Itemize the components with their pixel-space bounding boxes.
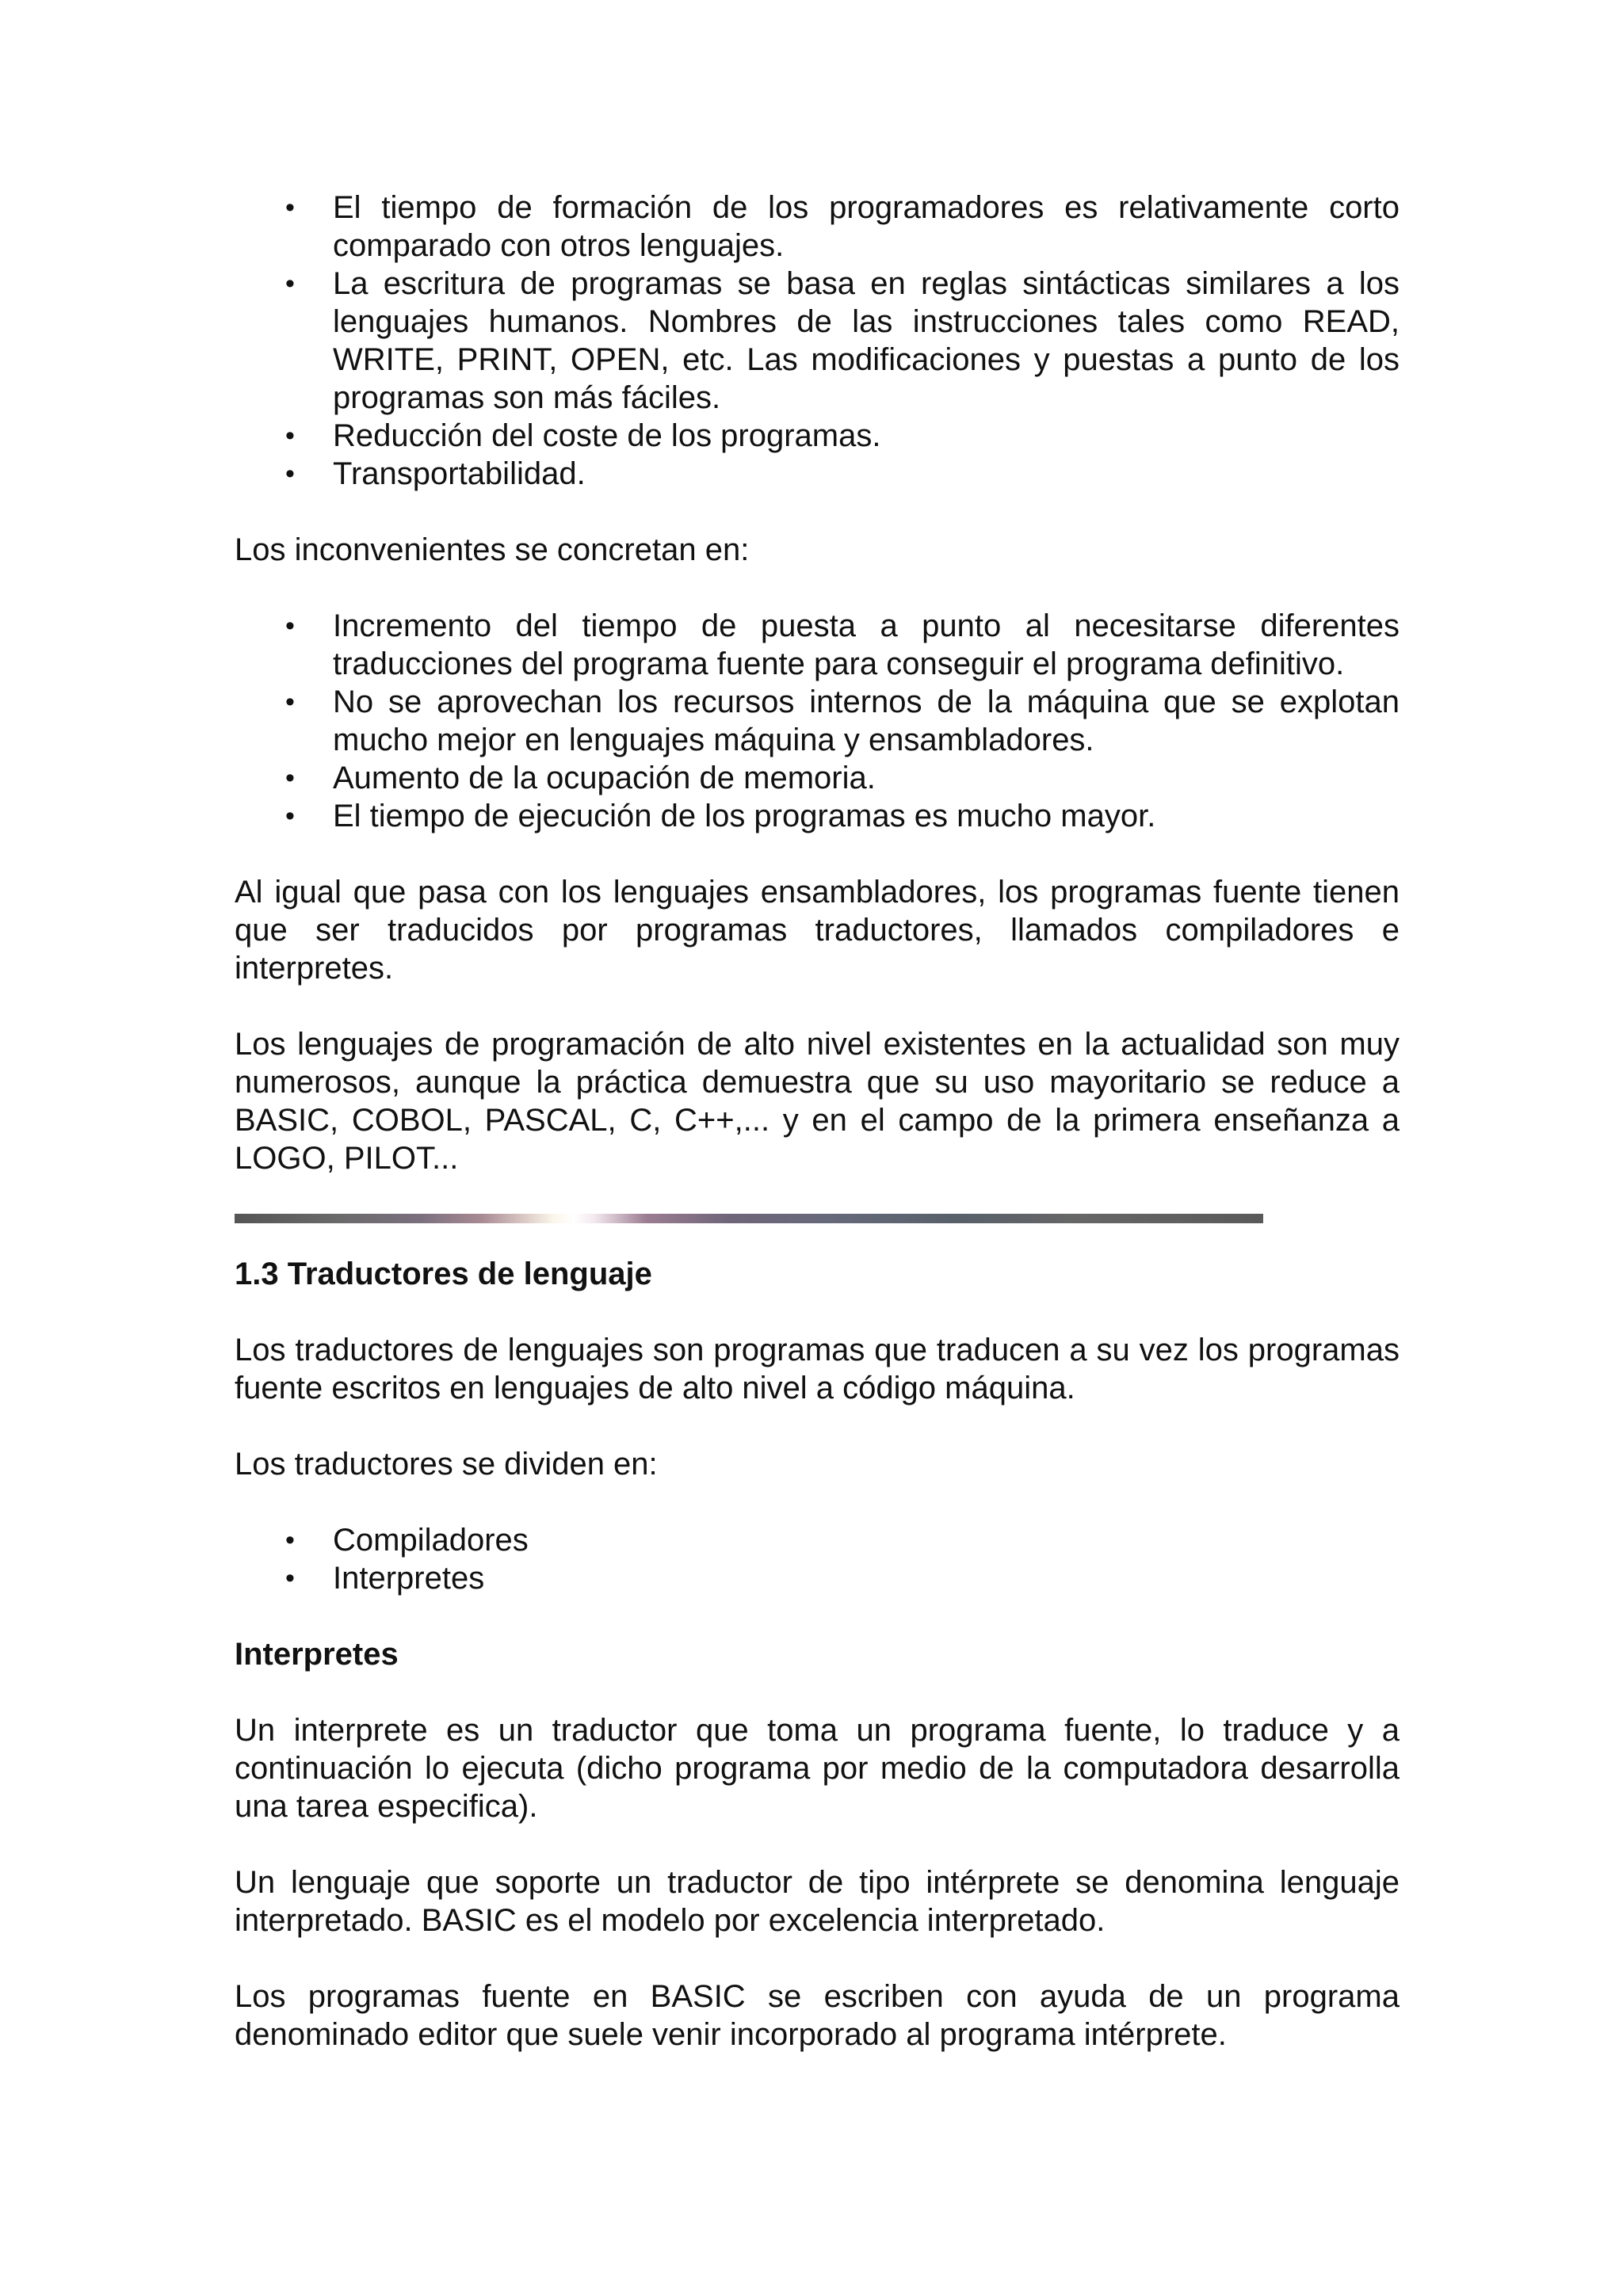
paragraph-lenguajes-alto-nivel: Los lenguajes de programación de alto nivel existentes en la actualidad son muy numerosos, aunque la práctica demuestra que su uso mayoritario se reduce a BASIC, COBOL, PASCAL, C, C++,... y en el campo de la primera enseñanza a LOGO, PILOT...: [235, 1027, 1400, 1176]
list-item-text: Transportabilidad.: [333, 456, 586, 491]
list-item: [235, 683, 1400, 759]
bullet-icon: •: [285, 687, 295, 717]
list-item: [235, 607, 1400, 683]
document-page: [235, 189, 1400, 2054]
disadvantages-list: [235, 607, 1400, 835]
list-item: [235, 455, 1400, 493]
list-item: [235, 759, 1400, 797]
list-item: [235, 797, 1400, 835]
bullet-icon: •: [285, 193, 295, 223]
list-item-text: Compiladores: [333, 1523, 529, 1558]
bullet-icon: •: [285, 421, 295, 451]
paragraph-traductores: Los traductores de lenguajes son programas que traducen a su vez los programas fuente escritos en lenguajes de alto nivel a código máquina.: [235, 1333, 1400, 1405]
list-item-text: El tiempo de ejecución de los programas es mucho mayor.: [333, 799, 1156, 833]
list-item-text: Interpretes: [333, 1561, 485, 1596]
paragraph-dividen: Los traductores se dividen en:: [235, 1447, 658, 1482]
list-item-text: No se aprovechan los recursos internos de la máquina que se explotan mucho mejor en lenguajes máquina y ensambladores.: [333, 685, 1400, 757]
list-item-text: Incremento del tiempo de puesta a punto al necesitarse diferentes traducciones del programa fuente para conseguir el programa definitivo.: [333, 608, 1400, 681]
bullet-icon: •: [285, 611, 295, 641]
bullet-icon: •: [285, 801, 295, 831]
section-heading: 1.3 Traductores de lenguaje: [235, 1257, 652, 1291]
paragraph-inconvenientes: Los inconvenientes se concretan en:: [235, 532, 750, 567]
paragraph-interprete: Un interprete es un traductor que toma un programa fuente, lo traduce y a continuación lo ejecuta (dicho programa por medio de la computadora desarrolla una tarea especifica).: [235, 1713, 1400, 1824]
list-item-text: Aumento de la ocupación de memoria.: [333, 761, 876, 795]
paragraph-al-igual: Al igual que pasa con los lenguajes ensambladores, los programas fuente tienen que ser traducidos por programas traductores, llamados compiladores e interpretes.: [235, 875, 1400, 986]
section-divider: [235, 1214, 1263, 1223]
bullet-icon: •: [285, 763, 295, 793]
list-item: [235, 1521, 1400, 1559]
bullet-icon: •: [285, 1525, 295, 1555]
bullet-icon: •: [285, 269, 295, 299]
list-item: [235, 189, 1400, 265]
bullet-icon: •: [285, 459, 295, 489]
list-item-text: Reducción del coste de los programas.: [333, 418, 881, 453]
list-item-text: El tiempo de formación de los programadores es relativamente corto comparado con otros lenguajes.: [333, 190, 1400, 263]
list-item: [235, 1559, 1400, 1597]
paragraph-lenguaje-interpretado: Un lenguaje que soporte un traductor de tipo intérprete se denomina lenguaje interpretado. BASIC es el modelo por excelencia interpretado.: [235, 1865, 1400, 1938]
paragraph-basic-editor: Los programas fuente en BASIC se escriben con ayuda de un programa denominado editor que suele venir incorporado al programa intérprete.: [235, 1979, 1400, 2052]
list-item-text: La escritura de programas se basa en reglas sintácticas similares a los lenguajes humanos. Nombres de las instrucciones tales como READ, WRITE, PRINT, OPEN, etc. Las modificaciones y puestas a punto de los programas son más fáciles.: [333, 266, 1400, 415]
translators-list: [235, 1521, 1400, 1597]
advantages-list: [235, 189, 1400, 493]
subheading-interpretes: Interpretes: [235, 1637, 399, 1672]
bullet-icon: •: [285, 1563, 295, 1593]
list-item: [235, 417, 1400, 455]
list-item: [235, 265, 1400, 417]
